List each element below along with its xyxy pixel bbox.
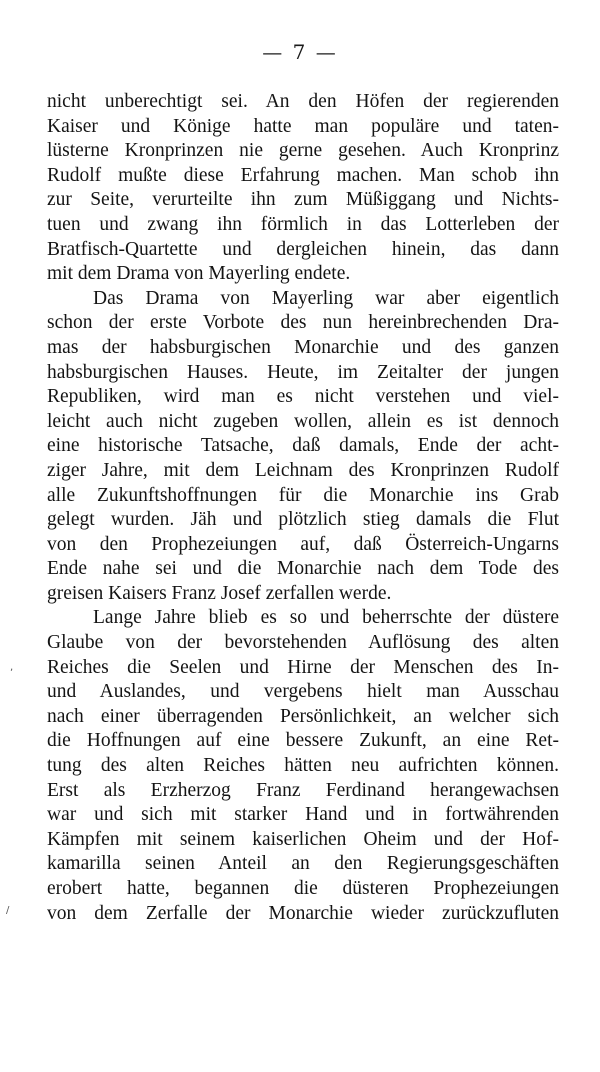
text-line: Erst als Erzherzog Franz Ferdinand herangewachsen xyxy=(47,779,559,801)
text-line: war und sich mit starker Hand und in fortwährenden xyxy=(47,804,559,826)
text-line: Kaiser und Könige hatte man populäre und taten- xyxy=(47,115,559,137)
text-line: nicht unberechtigt sei. An den Höfen der regierenden xyxy=(47,91,559,112)
text-line: erobert hatte, begannen die düsteren Prophezeiungen xyxy=(47,878,559,899)
text-line: schon der erste Vorbote des nun hereinbrechenden Dra- xyxy=(47,312,559,334)
text-line: Republiken, wird man es nicht verstehen und viel- xyxy=(47,386,559,408)
text-line: ziger Jahre, mit dem Leichnam des Kronprinzen Rudolf xyxy=(47,459,559,481)
text-line: lüsterne Kronprinzen nie gerne gesehen. Auch Kronprinz xyxy=(47,140,559,162)
text-line: eine historische Tatsache, daß damals, Ende der acht- xyxy=(47,435,559,457)
text-line: von dem Zerfalle der Monarchie wieder zurückzufluten xyxy=(47,902,559,924)
text-line: von den Prophezeiungen auf, daß Österreich-Ungarns xyxy=(47,533,559,555)
text-line: tung des alten Reiches hätten neu aufrichten können. xyxy=(47,755,559,777)
text-line: und Auslandes, und vergebens hielt man Ausschau xyxy=(47,681,559,703)
text-line: Lange Jahre blieb es so und beherrschte der düstere xyxy=(93,607,559,629)
text-line: habsburgischen Hauses. Heute, im Zeitalter der jungen xyxy=(47,361,559,383)
text-line: gelegt wurden. Jäh und plötzlich stieg damals die Flut xyxy=(47,509,559,531)
scan-speck: / xyxy=(6,905,10,916)
text-line: Bratfisch-Quartette und dergleichen hinein, das dann xyxy=(47,238,559,260)
text-line: nach einer überragenden Persönlichkeit, an welcher sich xyxy=(47,705,559,727)
text-line: Reiches die Seelen und Hirne der Menschen des In- xyxy=(47,656,559,678)
text-line: die Hoffnungen auf eine bessere Zukunft, an eine Ret- xyxy=(47,730,559,752)
page-number: — 7 — xyxy=(262,40,338,64)
text-line: greisen Kaisers Franz Josef zerfallen werde. xyxy=(47,582,392,604)
text-line: Glaube von der bevorstehenden Auflösung des alten xyxy=(47,632,559,654)
scan-speck: , xyxy=(10,662,14,673)
text-line: tuen und zwang ihn förmlich in das Lotterleben der xyxy=(47,213,559,235)
text-line: leicht auch nicht zugeben wollen, allein es ist dennoch xyxy=(47,410,559,432)
text-line: Ende nahe sei und die Monarchie nach dem Tode des xyxy=(47,558,559,580)
text-line: mit dem Drama von Mayerling endete. xyxy=(47,263,351,285)
text-line: Rudolf mußte diese Erfahrung machen. Man schob ihn xyxy=(47,164,559,186)
text-line: Das Drama von Mayerling war aber eigentlich xyxy=(93,287,559,309)
text-line: mas der habsburgischen Monarchie und des ganzen xyxy=(47,336,559,358)
text-line: kamarilla seinen Anteil an den Regierungsgeschäften xyxy=(47,853,559,875)
text-line: zur Seite, verurteilte ihn zum Müßiggang und Nichts- xyxy=(47,189,559,211)
text-line: Kämpfen mit seinem kaiserlichen Oheim und der Hof- xyxy=(47,828,559,850)
body-text xyxy=(47,90,559,926)
text-line: alle Zukunftshoffnungen für die Monarchie ins Grab xyxy=(47,484,559,506)
